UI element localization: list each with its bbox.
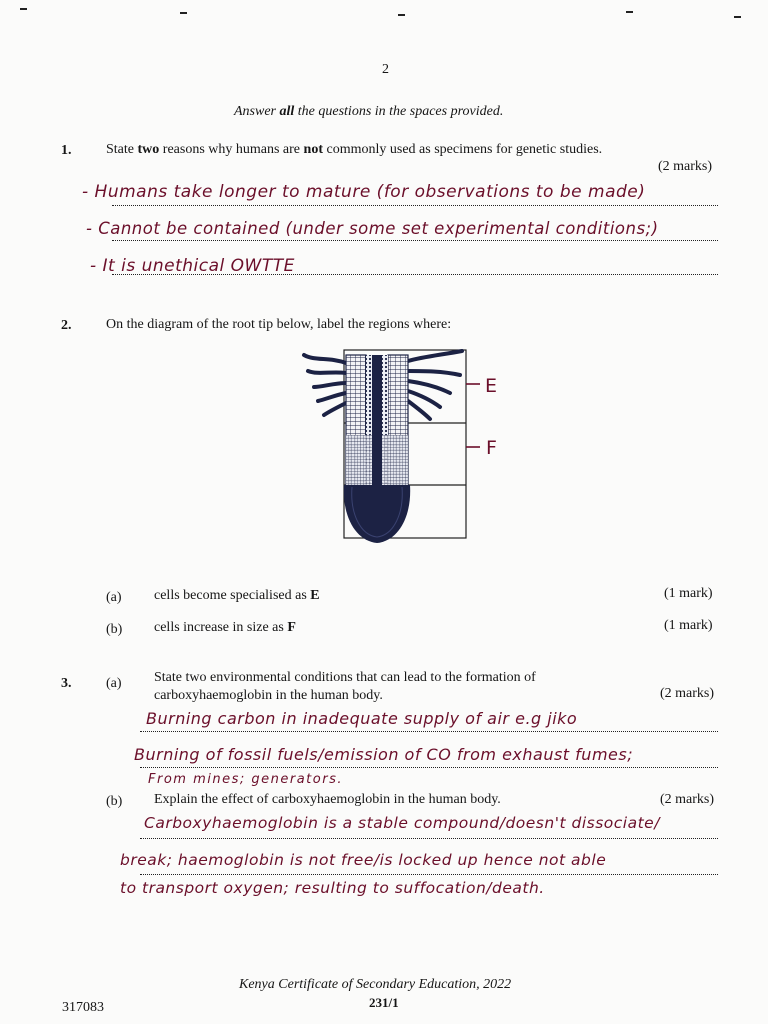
q3b-marks: (2 marks) — [660, 792, 715, 807]
q3-number: 3. — [61, 676, 72, 691]
root-cap — [344, 485, 410, 543]
answer-line — [140, 767, 718, 768]
q1-answer-3: - It is unethical OWTTE — [90, 256, 295, 276]
q2b-text-body: cells increase in size as — [154, 620, 288, 635]
q3a-label: (a) — [106, 676, 122, 691]
paper-id: 317083 — [62, 1000, 104, 1015]
page-number: 2 — [382, 62, 389, 77]
footer-code: 231/1 — [369, 995, 399, 1010]
q1-answer-2: - Cannot be contained (under some set experimental conditions;) — [86, 219, 659, 238]
scan-speck — [180, 12, 187, 14]
scan-speck — [734, 16, 741, 18]
answer-line — [140, 874, 718, 875]
diagram-label-e: E — [485, 375, 498, 397]
answer-line — [140, 731, 718, 732]
q3a-answer-2: Burning of fossil fuels/emission of CO from exhaust fumes; — [134, 745, 634, 764]
q1-text-post: commonly used as specimens for genetic studies. — [322, 142, 603, 157]
q1-text-bold2: not — [303, 142, 323, 157]
q3a-line1: State two environmental conditions that can lead to the formation of — [154, 670, 536, 685]
scan-speck — [398, 14, 405, 16]
q3a-line2: carboxyhaemoglobin in the human body. — [154, 688, 383, 703]
q3b-text: Explain the effect of carboxyhaemoglobin in the human body. — [154, 792, 501, 807]
q2a-letter: E — [310, 588, 320, 603]
q3a-marks: (2 marks) — [660, 686, 715, 701]
q2b-text — [154, 620, 296, 636]
q3b-answer-2: break; haemoglobin is not free/is locked up hence not able — [120, 851, 607, 869]
instructions-post: the questions in the spaces provided. — [294, 104, 504, 119]
diagram-label-f: F — [486, 437, 498, 459]
q1-text-mid: reasons why humans are — [159, 142, 304, 157]
q3a-answer-3: From mines; generators. — [148, 772, 343, 787]
q2a-text — [154, 588, 320, 604]
instructions — [234, 104, 503, 120]
q2b-label: (b) — [106, 622, 123, 637]
q1-text-bold1: two — [137, 142, 160, 157]
q1-number: 1. — [61, 143, 72, 158]
q3b-answer-3: to transport oxygen; resulting to suffocation/death. — [120, 879, 545, 897]
q2a-text-body: cells become specialised as — [154, 588, 311, 603]
scan-speck — [626, 11, 633, 13]
q2-number: 2. — [61, 318, 72, 333]
instructions-pre: Answer — [234, 104, 280, 119]
vascular-core-overlay — [372, 355, 382, 485]
q2b-letter: F — [287, 620, 296, 635]
scan-speck — [20, 8, 27, 10]
q2a-label: (a) — [106, 590, 122, 605]
instructions-bold: all — [279, 104, 295, 119]
q3a-answer-1: Burning carbon in inadequate supply of air e.g jiko — [146, 709, 578, 728]
q2b-marks: (1 mark) — [664, 618, 713, 633]
q3b-answer-1: Carboxyhaemoglobin is a stable compound/doesn't dissociate/ — [144, 814, 660, 832]
q2-text: On the diagram of the root tip below, label the regions where: — [106, 317, 452, 332]
answer-line — [140, 838, 718, 839]
q1-text — [106, 142, 602, 158]
q2a-marks: (1 mark) — [664, 586, 713, 601]
footer-title: Kenya Certificate of Secondary Education, 2022 — [239, 977, 512, 992]
q3b-label: (b) — [106, 794, 123, 809]
answer-line — [112, 205, 718, 206]
root-hairs-left — [304, 355, 346, 415]
answer-line — [112, 240, 718, 241]
q1-text-pre: State — [106, 142, 138, 157]
q1-answer-1: - Humans take longer to mature (for observations to be made) — [82, 182, 646, 202]
q1-marks: (2 marks) — [658, 159, 713, 174]
root-hairs-right — [408, 351, 462, 419]
